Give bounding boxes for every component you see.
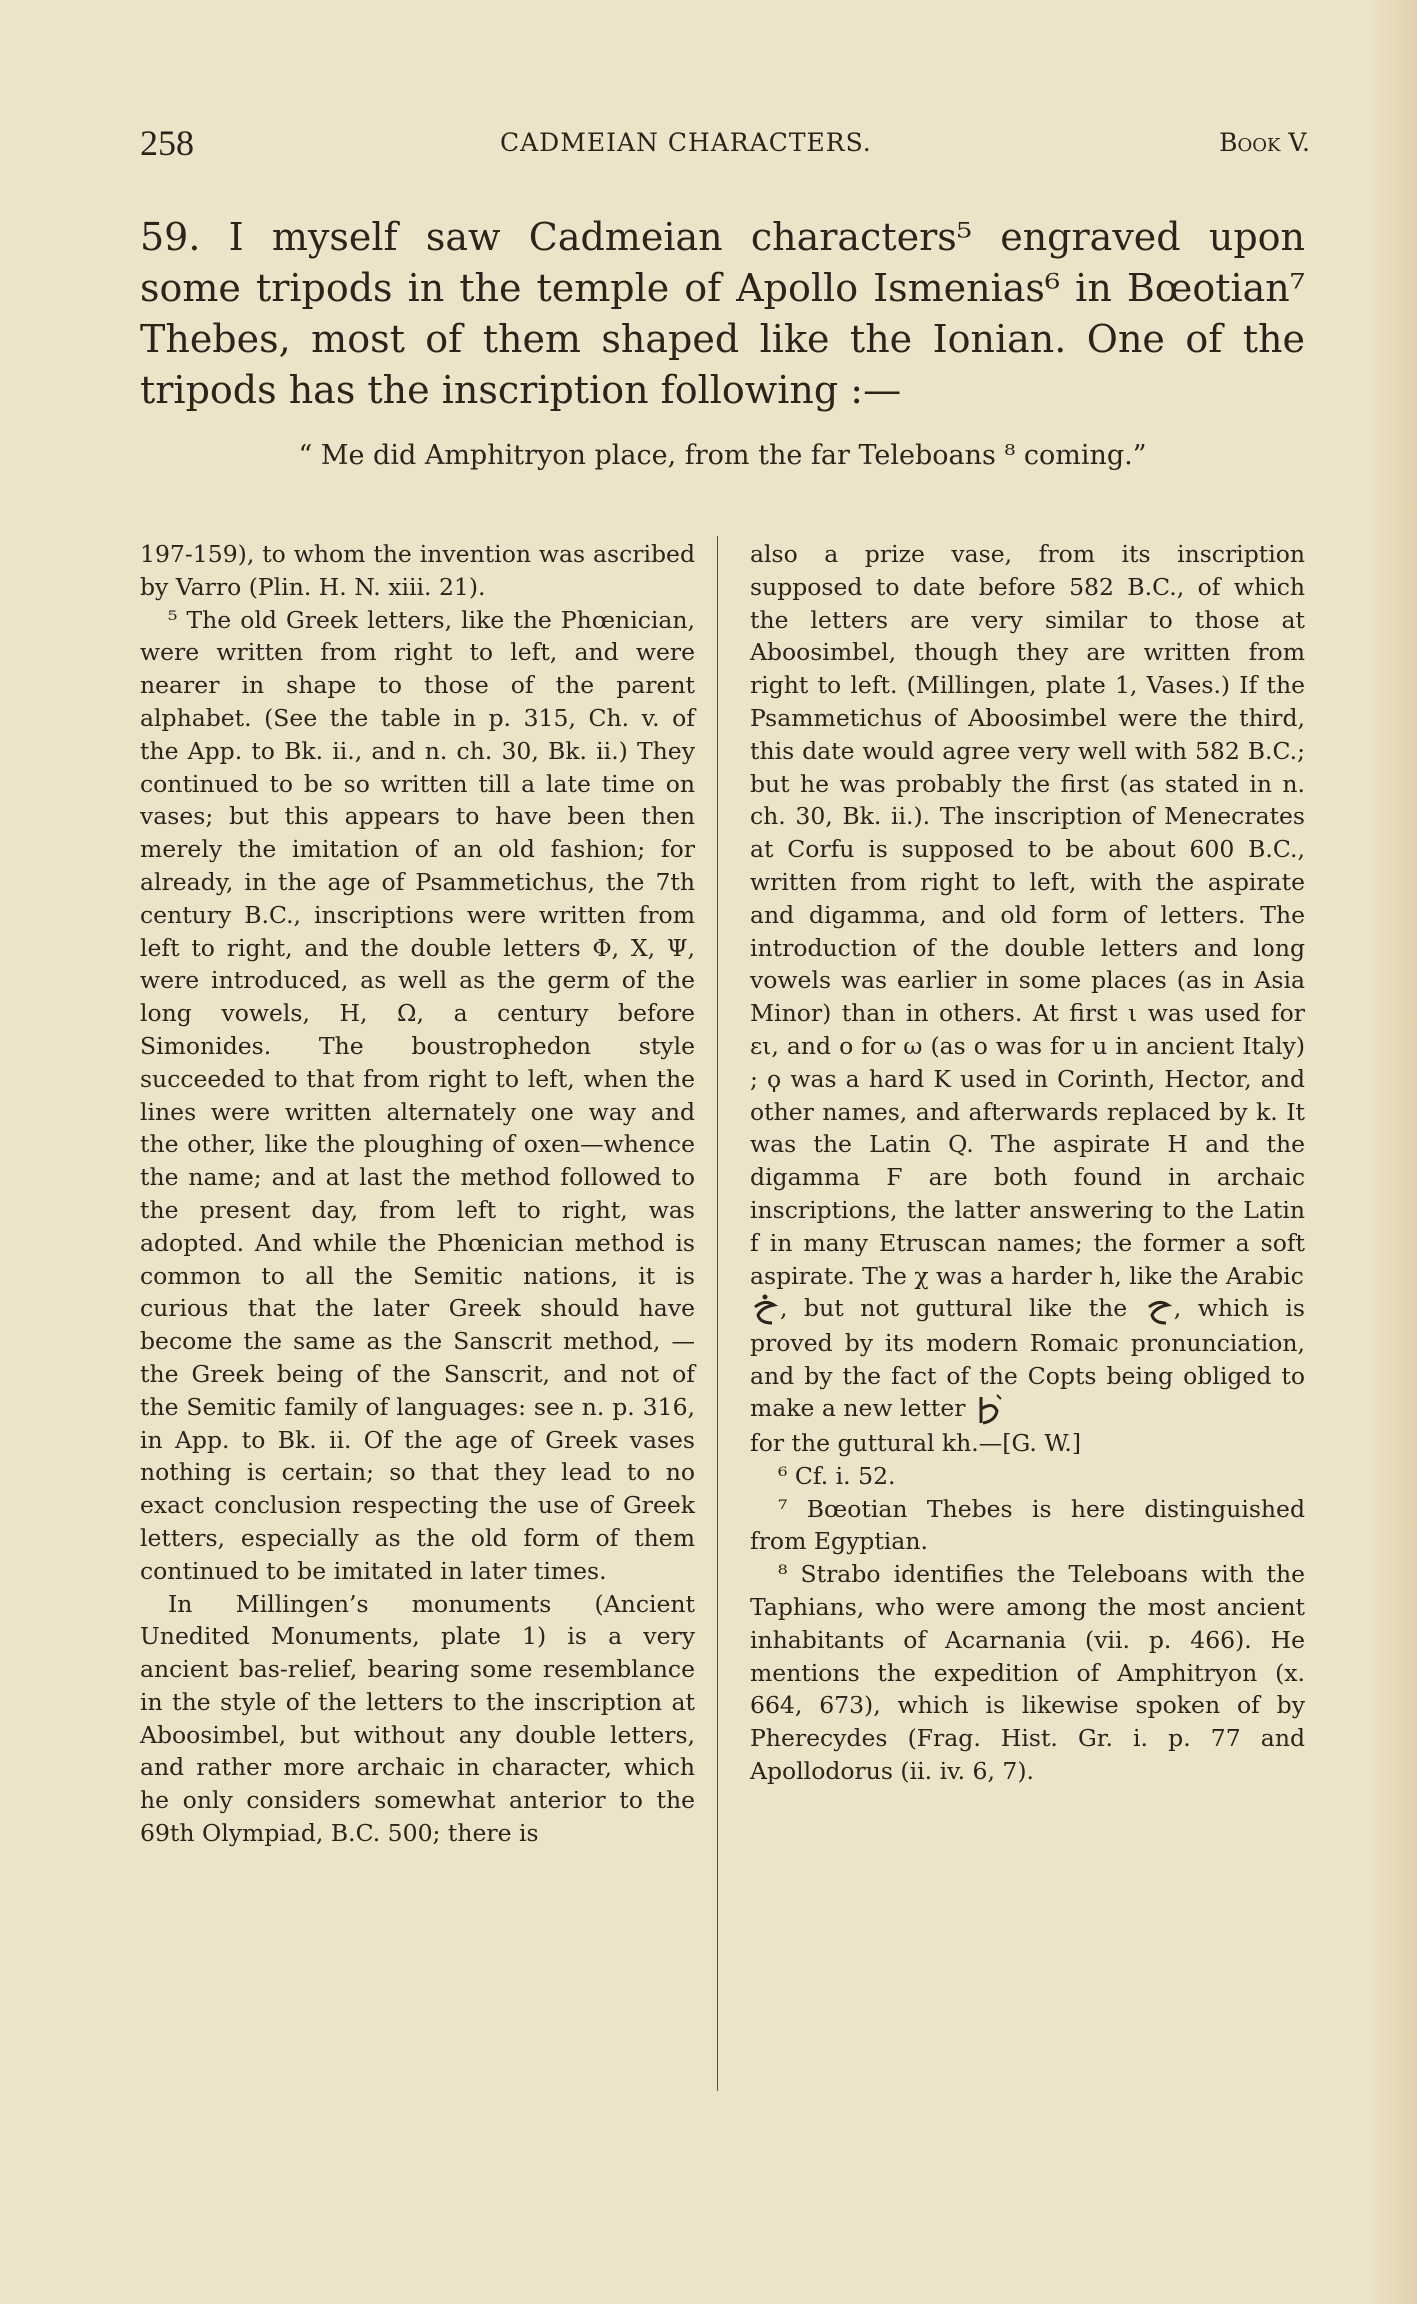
page-edge [1367, 0, 1417, 2304]
footnotes-left-column [140, 538, 695, 1850]
book-label: Book V. [1219, 128, 1310, 157]
main-line: 59. I myself saw Cadmeian characters⁵ engraved upon [140, 215, 1305, 259]
running-title: CADMEIAN CHARACTERS. [500, 128, 872, 157]
footnote-paragraph: ⁶ Cf. i. 52. [778, 1461, 896, 1490]
footnote-paragraph: ⁵ The old Greek letters, like the Phœnician, were written from right to left, and were nearer in shape to those of the parent alphabet. (See the table in p. 315, Ch. v. of the App. to Bk. ii., and n. ch. 30, Bk. ii.) They continued to be so written till a late time on vases; but this appears to have been then merely the imitation of an old fashion; for already, in the age of Psammetichus, the 7th century B.C., inscriptions were written from left to right, and the double letters Φ, Χ, Ψ, were introduced, as well as the germ of the long vowels, Η, Ω, a century before Simonides. The boustrophedon style succeeded to that from right to left, when the lines were written alternately one way and the other, like the ploughing of oxen—whence the name; and at last the method followed to the present day, from left to right, was adopted. And while the Phœnician method is common to all the Semitic nations, it is curious that the later Greek should have become the same as the Sanscrit method, —the Greek being of the Sanscrit, and not of the Semitic family of languages: see n. p. 316, in App. to Bk. ii. Of the age of Greek vases nothing is certain; so that they lead to no exact conclusion respecting the use of Greek letters, especially as the old form of them continued to be imitated in later times. [140, 605, 695, 1585]
main-line: Thebes, most of them shaped like the Ionian. One of the [140, 317, 1305, 361]
column-divider [717, 536, 718, 2091]
page-number: 258 [140, 123, 194, 163]
footnote-paragraph: 197-159), to whom the invention was ascribed by Varro (Plin. H. N. xiii. 21). [140, 540, 695, 601]
footnotes-right-column [750, 538, 1305, 1788]
footnote-paragraph: ⁷ Bœotian Thebes is here distinguished from Egyptian. [750, 1494, 1305, 1556]
arabic-ha-icon [1144, 1293, 1174, 1327]
arabic-kha-icon [750, 1293, 780, 1327]
footnote-paragraph: for the guttural kh.—[G. W.] [750, 1428, 1082, 1457]
footnote-paragraph: ⁸ Strabo identifies the Teleboans with the Taphians, who were among the most ancient inhabitants of Acarnania (vii. p. 466). He mentions the expedition of Amphitryon (x. 664, 673), which is likewise spoken of by Pherecydes (Frag. Hist. Gr. i. p. 77 and Apollodorus (ii. iv. 6, 7). [750, 1560, 1305, 1785]
inscription-quote: “ Me did Amphitryon place, from the far Teleboans ⁸ coming.” [298, 440, 1147, 471]
coptic-khei-icon [973, 1393, 1003, 1427]
footnote-paragraph: In Millingen’s monuments (Ancient Unedited Monuments, plate 1) is a very ancient bas-relief, bearing some resemblance in the style of the letters to the inscription at Aboosimbel, but without any double letters, and rather more archaic in character, which he only considers somewhat anterior to the 69th Olympiad, B.C. 500; there is [140, 1589, 695, 1848]
footnote-paragraph: also a prize vase, from its inscription supposed to date before 582 B.C., of which the letters are very similar to those at Aboosimbel, though they are written from right to left. (Millingen, plate 1, Vases.) If the Psammetichus of Aboosimbel were the third, this date would agree very well with 582 B.C.; but he was probably the first (as stated in n. ch. 30, Bk. ii.). The inscription of Menecrates at Corfu is supposed to be about 600 B.C., written from right to left, with the aspirate and digamma, and old form of letters. The introduction of the double letters and long vowels was earlier in some places (as in Asia Minor) than in others. At first ι was used for ει, and ο for ω (as ο was for u in ancient Italy) ; ϙ was a hard K used in Corinth, Hector, and other names, and afterwards replaced by k. It was the Latin Q. The aspirate H and the digamma Ϝ are both found in archaic inscriptions, the latter answering to the Latin f in many Etruscan names; the former a soft aspirate. The χ was a harder h, like the Arabic [750, 540, 1305, 1290]
footnote-paragraph: , but not guttural like the , which is proved by its modern Romaic pronunciation, and by the fact of the Copts being obliged to make a new letter [750, 1292, 1305, 1427]
running-head [140, 122, 1310, 172]
main-line: some tripods in the temple of Apollo Ismenias⁶ in Bœotian⁷ [140, 266, 1305, 310]
main-line: tripods has the inscription following :— [140, 368, 902, 412]
main-paragraph [140, 212, 1305, 416]
